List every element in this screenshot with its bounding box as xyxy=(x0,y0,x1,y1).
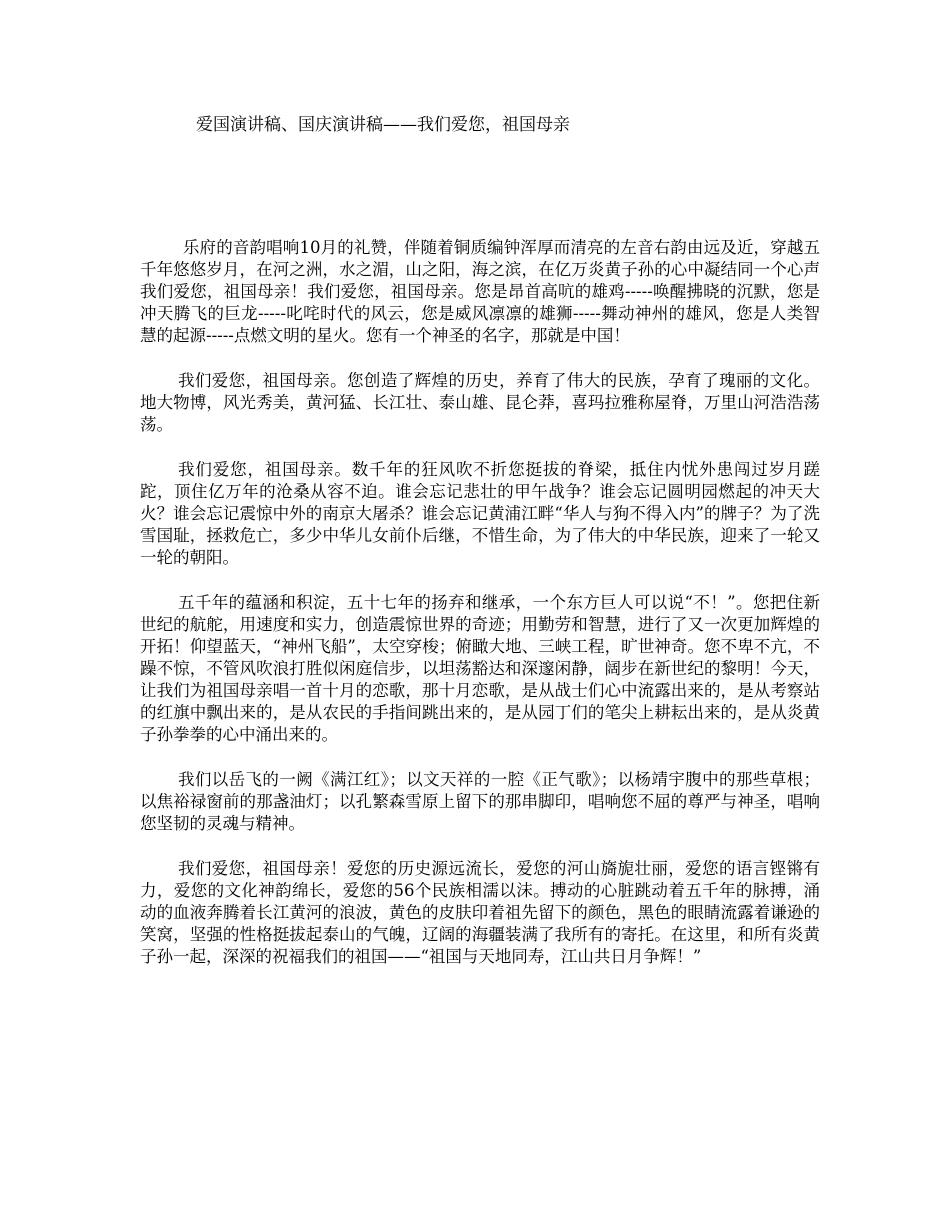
document-title: 爱国演讲稿、国庆演讲稿——我们爱您，祖国母亲 xyxy=(196,115,570,135)
document-body xyxy=(140,237,820,991)
paragraph-4: 五千年的蕴涵和积淀，五十七年的扬弃和继承，一个东方巨人可以说“不！”。您把住新世纪的航舵，用速度和实力，创造震惊世界的奇迹；用勤劳和智慧，进行了又一次更加辉煌的开拓！仰望蓝天，“神州飞船”，太空穿梭；俯瞰大地、三峡工程，旷世神奇。您不卑不亢，不躁不惊，不管风吹浪打胜似闲庭信步，以坦荡豁达和深邃闲静，阔步在新世纪的黎明！今天，让我们为祖国母亲唱一首十月的恋歌，那十月恋歌，是从战士们心中流露出来的，是从考察站的红旗中飘出来的，是从农民的手指间跳出来的，是从园丁们的笔尖上耕耘出来的，是从炎黄子孙拳拳的心中涌出来的。 xyxy=(140,593,820,744)
paragraph-3: 我们爱您，祖国母亲。数千年的狂风吹不折您挺拔的脊梁，抵住内忧外患闯过岁月蹉跎，顶住亿万年的沧桑从容不迫。谁会忘记悲壮的甲午战争？谁会忘记圆明园燃起的冲天大火？谁会忘记震惊中外的南京大屠杀？谁会忘记黄浦江畔“华人与狗不得入内”的牌子？为了洗雪国耻，拯救危亡，多少中华儿女前仆后继，不惜生命，为了伟大的中华民族，迎来了一轮又一轮的朝阳。 xyxy=(140,460,820,567)
paragraph-5: 我们以岳飞的一阙《满江红》；以文天祥的一腔《正气歌》；以杨靖宇腹中的那些草根；以焦裕禄窗前的那盏油灯；以孔繁森雪原上留下的那串脚印，唱响您不屈的尊严与神圣，唱响您坚韧的灵魂与精神。 xyxy=(140,770,820,833)
paragraph-1: 乐府的音韵唱响10月的礼赞，伴随着铜质编钟浑厚而清亮的左音右韵由远及近，穿越五千年悠悠岁月，在河之洲，水之湄，山之阳，海之滨，在亿万炎黄子孙的心中凝结同一个心声我们爱您，祖国母亲！我们爱您，祖国母亲。您是昂首高吭的雄鸡-----唤醒拂晓的沉默，您是冲天腾飞的巨龙-----叱咤时代的风云，您是威风凛凛的雄狮-----舞动神州的雄风，您是人类智慧的起源-----点燃文明的星火。您有一个神圣的名字，那就是中国！ xyxy=(140,238,820,345)
paragraph-6: 我们爱您，祖国母亲！爱您的历史源远流长，爱您的河山旖旎壮丽，爱您的语言铿锵有力，爱您的文化神韵绵长，爱您的56个民族相濡以沫。搏动的心脏跳动着五千年的脉搏，涌动的血液奔腾着长江黄河的浪波，黄色的皮肤印着祖先留下的颜色，黑色的眼睛流露着谦逊的笑窝，坚强的性格挺拔起泰山的气魄，辽阔的海疆装满了我所有的寄托。在这里，和所有炎黄子孙一起，深深的祝福我们的祖国——“祖国与天地同寿，江山共日月争辉！” xyxy=(140,859,820,966)
paragraph-2: 我们爱您，祖国母亲。您创造了辉煌的历史，养育了伟大的民族，孕育了瑰丽的文化。地大物博，风光秀美，黄河猛、长江壮、泰山雄、昆仑莽，喜玛拉雅称屋脊，万里山河浩浩荡荡。 xyxy=(140,371,820,434)
